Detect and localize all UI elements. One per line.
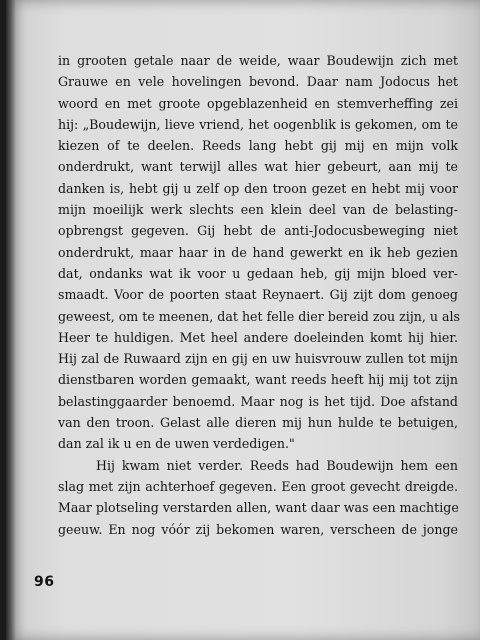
text-line: smaadt. Voor de poorten staat Reynaert. Gij zijt dom genoeg — [58, 287, 458, 303]
text-line: mijn moeilijk werk slechts een klein deel van de belasting- — [58, 202, 458, 218]
text-line: van den troon. Gelast alle dieren mij hun hulde te betuigen, — [58, 415, 458, 431]
text-line: woord en met groote opgeblazenheid en stemverheffing zei — [58, 95, 458, 111]
text-line: dat, ondanks wat ik voor u gedaan heb, gij mijn bloed ver- — [58, 265, 458, 281]
text-line: Hij kwam niet verder. Reeds had Boudewijn hem een — [96, 457, 458, 473]
text-line: dienstbaren worden gemaakt, want reeds heeft hij mij tot zijn — [58, 372, 458, 388]
text-line: geweest, om te meenen, dat het felle dier bereid zou zijn, u als — [58, 308, 460, 324]
text-line: Hij zal de Ruwaard zijn en gij en uw huisvrouw zullen tot mijn — [58, 351, 458, 367]
text-line: hij: „Boudewijn, lieve vriend, het oogenblik is gekomen, om te — [58, 116, 458, 132]
book-page — [6, 0, 480, 640]
text-line: Maar plotseling verstarden allen, want daar was een machtige — [58, 500, 459, 516]
text-line: in grooten getale naar de weide, waar Boudewijn zich met — [58, 53, 458, 68]
text-line: opbrengst gegeven. Gij hebt de anti-Jodocusbeweging niet — [58, 223, 458, 239]
page-gutter-shadow — [6, 0, 16, 640]
text-line: geeuw. En nog vóór zij bekomen waren, verscheen de jonge — [58, 521, 458, 537]
text-line: onderdrukt, maar haar in de hand gewerkt en ik heb gezien — [58, 244, 458, 260]
page-number: 96 — [34, 574, 55, 590]
text-line: belastinggaarder benoemd. Maar nog is het tijd. Doe afstand — [58, 393, 458, 409]
body-text — [58, 50, 458, 540]
text-line: Grauwe en vele hovelingen bevond. Daar nam Jodocus het — [58, 74, 458, 90]
text-line: kiezen of te deelen. Reeds lang hebt gij mij en mijn volk — [58, 138, 458, 154]
text-line: Heer te huldigen. Met heel andere doeleinden komt hij hier. — [58, 329, 458, 345]
text-line: dan zal ik u en de uwen verdedigen." — [58, 436, 295, 452]
text-line: danken is, hebt gij u zelf op den troon gezet en hebt mij voor — [58, 180, 458, 196]
text-line: slag met zijn achterhoef gegeven. Een groot gevecht dreigde. — [58, 478, 458, 494]
text-line: onderdrukt, want terwijl alles wat hier gebeurt, aan mij te — [58, 159, 458, 175]
